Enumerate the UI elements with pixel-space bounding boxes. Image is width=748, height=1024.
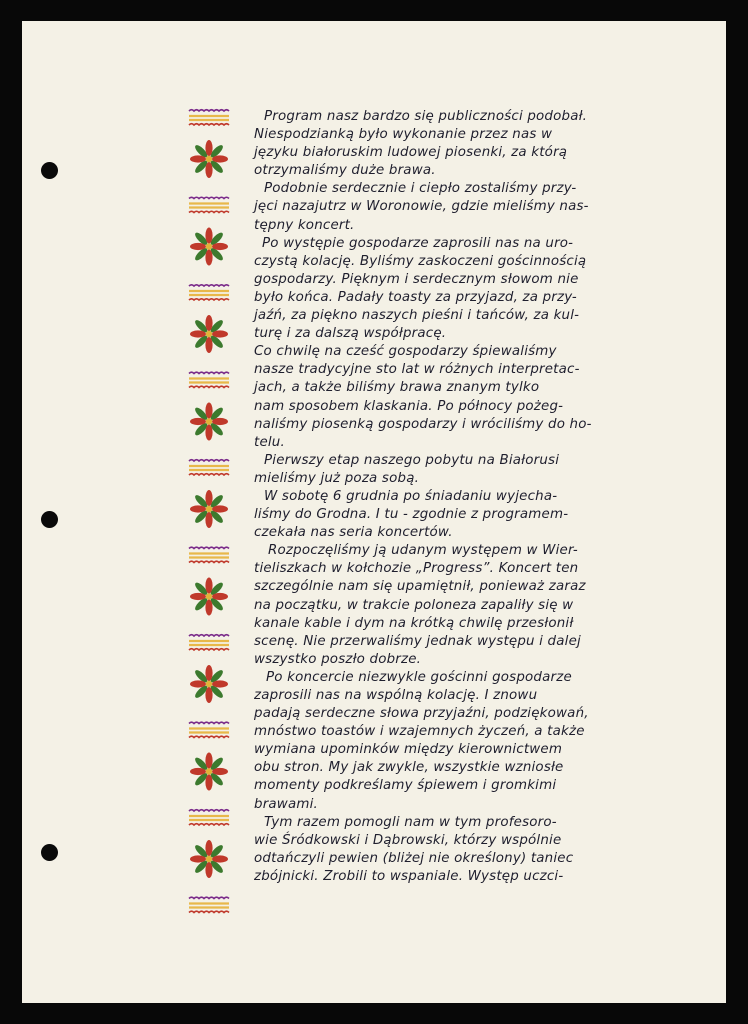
petal-shape: [190, 505, 206, 512]
petal-shape: [205, 665, 212, 681]
petal-shape: [205, 228, 212, 244]
text-line: czekała nas seria koncertów.: [254, 525, 453, 541]
wavy-line: [189, 635, 229, 636]
text-line: liśmy do Grodna. I tu - zgodnie z programem-: [254, 507, 569, 523]
flower-center: [206, 768, 212, 774]
flower-center: [206, 593, 212, 599]
wavy-line: [189, 474, 229, 475]
flower-center: [206, 243, 212, 249]
flower-center: [206, 856, 212, 862]
wavy-line: [189, 547, 229, 548]
wavy-line: [189, 897, 229, 898]
text-line: Pierwszy etap naszego pobytu na Białorusi: [264, 452, 560, 468]
petal-shape: [212, 593, 228, 600]
petal-shape: [190, 768, 206, 775]
text-line: kanale kable i dym na krótką chwilę przesłonił: [254, 615, 574, 631]
text-line: Program nasz bardzo się publiczności podobał.: [264, 109, 588, 124]
flower-center: [206, 156, 212, 162]
wavy-line: [189, 810, 229, 811]
flower-ornament: [190, 578, 228, 616]
document-page: [22, 21, 726, 1003]
petal-shape: [205, 600, 212, 616]
text-line: Po występie gospodarze zaprosili nas na uro-: [262, 235, 574, 251]
text-line: wie Śródkowski i Dąbrowski, którzy wspólnie: [254, 832, 562, 848]
flower-ornament: [190, 490, 228, 528]
wavy-line: [189, 211, 229, 212]
flower-center: [206, 331, 212, 337]
text-line: jaźń, za piękno naszych pieśni i tańców, za kul-: [254, 308, 580, 324]
text-line: nasze tradycyjne sto lat w różnych interpretac-: [254, 362, 580, 378]
wavy-line: [189, 124, 229, 125]
petal-shape: [212, 855, 228, 862]
flower-center: [206, 681, 212, 687]
text-line: mnóstwo toastów i wzajemnych życzeń, a także: [254, 724, 585, 740]
text-line: turę i za dalszą współpracę.: [254, 326, 447, 342]
text-line: scenę. Nie przerwaliśmy jednak występu i dalej: [254, 633, 581, 649]
text-line: Po koncercie niezwykle gościnni gospodarze: [266, 669, 572, 685]
petal-shape: [205, 753, 212, 769]
text-line: otrzymaliśmy duże brawa.: [254, 163, 436, 179]
flower-center: [206, 418, 212, 424]
petal-shape: [212, 155, 228, 162]
text-line: tieliszkach w kołchozie „Progress”. Koncert ten: [254, 561, 579, 577]
wavy-line: [189, 722, 229, 723]
text-line: szczególnie nam się upamiętnił, ponieważ zaraz: [254, 579, 586, 595]
wavy-line: [189, 460, 229, 461]
text-line: na początku, w trakcie poloneza zapaliły się w: [254, 597, 574, 613]
text-line: zbójnicki. Zrobili to wspaniale. Występ uczci-: [254, 868, 564, 884]
wavy-line: [189, 110, 229, 111]
petal-shape: [212, 330, 228, 337]
petal-shape: [205, 840, 212, 856]
wavy-line: [189, 372, 229, 373]
flower-ornament: [190, 753, 228, 791]
text-line: W sobotę 6 grudnia po śniadaniu wyjecha-: [264, 488, 558, 504]
text-line: było końca. Padały toasty za przyjazd, za przy-: [254, 289, 577, 305]
text-line: naliśmy piosenką gospodarzy i wróciliśmy do ho-: [254, 416, 592, 432]
petal-shape: [212, 505, 228, 512]
text-line: gospodarzy. Pięknym i serdecznym słowom nie: [254, 271, 579, 287]
text-line: momenty podkreślamy śpiewem i gromkimi: [254, 778, 557, 794]
petal-shape: [205, 578, 212, 594]
punch-hole: [41, 511, 58, 528]
wavy-line: [189, 736, 229, 737]
text-line: nam sposobem klaskania. Po północy pożeg-: [254, 398, 564, 414]
text-line: Niespodzianką było wykonanie przez nas w: [254, 127, 553, 143]
petal-shape: [205, 315, 212, 331]
petal-shape: [205, 687, 212, 703]
text-line: Co chwilę na cześć gospodarzy śpiewaliśmy: [254, 344, 557, 360]
petal-shape: [205, 403, 212, 419]
petal-shape: [212, 243, 228, 250]
text-line: jęci nazajutrz w Woronowie, gdzie mieliśmy nas-: [254, 199, 589, 215]
handwritten-text: [254, 108, 694, 886]
text-line: Podobnie serdecznie i ciepło zostaliśmy przy-: [264, 181, 577, 197]
wavy-line: [189, 561, 229, 562]
punch-hole: [41, 844, 58, 861]
wavy-line: [189, 911, 229, 912]
flower-ornament: [190, 840, 228, 878]
folk-ornament-border: [186, 107, 232, 927]
wavy-line: [189, 386, 229, 387]
petal-shape: [205, 512, 212, 528]
text-line: jach, a także biliśmy brawa znanym tylko: [254, 380, 540, 396]
text-line: odtańczyli pewien (bliżej nie określony) taniec: [254, 850, 574, 866]
petal-shape: [205, 490, 212, 506]
wavy-line: [189, 649, 229, 650]
flower-ornament: [190, 140, 228, 178]
text-line: czystą kolację. Byliśmy zaskoczeni gościnnością: [254, 253, 587, 269]
petal-shape: [190, 855, 206, 862]
flower-center: [206, 506, 212, 512]
wavy-line: [189, 197, 229, 198]
text-line: Tym razem pomogli nam w tym profesoro-: [264, 814, 557, 830]
text-line: brawami.: [254, 796, 318, 812]
petal-shape: [205, 162, 212, 178]
punch-hole: [41, 162, 58, 179]
petal-shape: [205, 775, 212, 791]
text-line: tępny koncert.: [254, 217, 355, 233]
text-line: mieliśmy już poza sobą.: [254, 470, 420, 486]
petal-shape: [205, 140, 212, 156]
text-line: zaprosili nas na wspólną kolację. I znowu: [254, 688, 538, 703]
petal-shape: [190, 418, 206, 425]
petal-shape: [212, 768, 228, 775]
text-line: języku białoruskim ludowej piosenki, za którą: [254, 145, 568, 161]
petal-shape: [212, 418, 228, 425]
flower-ornament: [190, 403, 228, 441]
wavy-line: [189, 299, 229, 300]
petal-shape: [205, 337, 212, 353]
text-line: padają serdeczne słowa przyjaźni, podziękowań,: [254, 706, 589, 722]
petal-shape: [190, 155, 206, 162]
text-line: Rozpoczęliśmy ją udanym występem w Wier-: [268, 543, 578, 559]
text-line: obu stron. My jak zwykle, wszystkie wzniosłe: [254, 760, 564, 776]
petal-shape: [190, 593, 206, 600]
flower-ornament: [190, 228, 228, 266]
petal-shape: [190, 330, 206, 337]
petal-shape: [190, 243, 206, 250]
petal-shape: [205, 250, 212, 266]
petal-shape: [205, 862, 212, 878]
wavy-line: [189, 824, 229, 825]
petal-shape: [212, 680, 228, 687]
petal-shape: [205, 425, 212, 441]
petal-shape: [190, 680, 206, 687]
flower-ornament: [190, 315, 228, 353]
text-line: wszystko poszło dobrze.: [254, 651, 422, 667]
text-line: wymiana upominków między kierownictwem: [254, 742, 563, 758]
text-line: telu.: [254, 434, 285, 450]
wavy-line: [189, 285, 229, 286]
flower-ornament: [190, 665, 228, 703]
